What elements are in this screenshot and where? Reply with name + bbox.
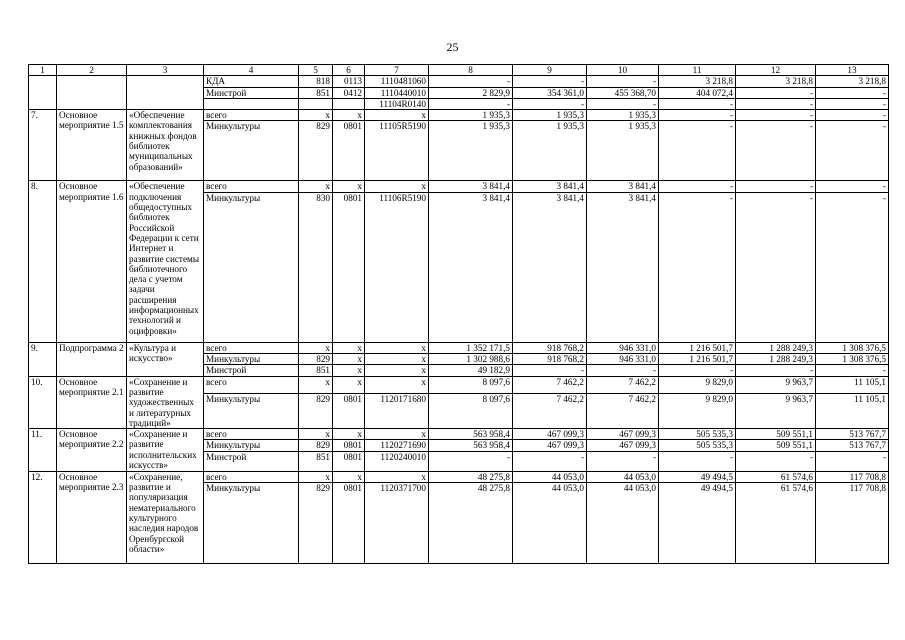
budget-table (28, 64, 889, 564)
amount-cell: - (429, 98, 513, 109)
code-cell: х (299, 342, 333, 353)
amount-cell: 61 574,6 (736, 471, 816, 482)
amount-cell: - (513, 451, 587, 471)
amount-cell: - (816, 192, 889, 342)
amount-cell: 44 053,0 (587, 483, 659, 564)
amount-cell: 1 308 376,5 (816, 342, 889, 353)
amount-cell: - (816, 98, 889, 109)
program-title: «Культура и искусство» (127, 342, 204, 376)
amount-cell: 117 708,8 (816, 483, 889, 564)
code-cell: х (365, 471, 429, 482)
amount-cell: 9 829,0 (659, 394, 736, 429)
amount-cell: 1 935,3 (587, 110, 659, 121)
program-title: «Обеспечение комплектования книжных фондов библиотек муниципальных образований» (127, 110, 204, 181)
amount-cell: 918 768,2 (513, 354, 587, 365)
page-number: 25 (446, 40, 459, 54)
amount-cell: 2 829,9 (429, 87, 513, 98)
amount-cell: 44 053,0 (587, 471, 659, 482)
amount-cell: - (587, 98, 659, 109)
amount-cell: - (513, 365, 587, 376)
amount-cell: - (736, 365, 816, 376)
code-cell: 0801 (333, 394, 365, 429)
code-cell: х (365, 429, 429, 440)
code-cell: 0801 (333, 483, 365, 564)
code-cell: х (333, 354, 365, 365)
code-cell (333, 98, 365, 109)
amount-cell: 3 841,4 (587, 181, 659, 192)
amount-cell: - (736, 451, 816, 471)
executor-cell: Минстрой (204, 365, 299, 376)
executor-cell (204, 98, 299, 109)
code-cell: 1120271690 (365, 440, 429, 451)
code-cell: х (365, 342, 429, 353)
amount-cell: - (816, 365, 889, 376)
code-cell: х (299, 181, 333, 192)
amount-cell: 7 462,2 (587, 376, 659, 393)
program-title (127, 76, 204, 110)
amount-cell: - (429, 76, 513, 87)
table-body (29, 65, 889, 564)
column-header: 10 (587, 65, 659, 76)
amount-cell: 44 053,0 (513, 471, 587, 482)
program-title: «Сохранение и развитие художественных и литературных традиций» (127, 376, 204, 428)
amount-cell: 49 494,5 (659, 471, 736, 482)
amount-cell: 9 829,0 (659, 376, 736, 393)
amount-cell: - (429, 451, 513, 471)
amount-cell: 513 767,7 (816, 440, 889, 451)
amount-cell: - (513, 98, 587, 109)
amount-cell: 509 551,1 (736, 440, 816, 451)
code-cell: 1120371700 (365, 483, 429, 564)
column-header: 8 (429, 65, 513, 76)
column-header: 2 (57, 65, 127, 76)
code-cell: 0801 (333, 451, 365, 471)
column-header: 3 (127, 65, 204, 76)
code-cell: 1120171680 (365, 394, 429, 429)
code-cell: 829 (299, 440, 333, 451)
amount-cell: 918 768,2 (513, 342, 587, 353)
code-cell: 851 (299, 451, 333, 471)
amount-cell: 1 216 501,7 (659, 342, 736, 353)
program-title: «Обеспечение подключения общедоступных библиотек Российской Федерации к сети Интернет и развитие системы библиотечного дела с учетом задачи расширения информационных технологий и оцифровки» (127, 181, 204, 342)
program-name (57, 76, 127, 110)
amount-cell: - (659, 98, 736, 109)
program-name: Основное мероприятие 1.5 (57, 110, 127, 181)
table-row (29, 429, 889, 440)
code-cell: 11104R0140 (365, 98, 429, 109)
amount-cell: 3 218,8 (816, 76, 889, 87)
code-cell: 0412 (333, 87, 365, 98)
amount-cell: - (736, 181, 816, 192)
amount-cell: 8 097,6 (429, 376, 513, 393)
amount-cell: 563 958,4 (429, 429, 513, 440)
program-name: Основное мероприятие 2.1 (57, 376, 127, 428)
amount-cell: - (816, 87, 889, 98)
code-cell: х (365, 365, 429, 376)
column-header: 6 (333, 65, 365, 76)
amount-cell: 3 218,8 (736, 76, 816, 87)
code-cell: х (333, 376, 365, 393)
code-cell: 0801 (333, 192, 365, 342)
code-cell: х (365, 376, 429, 393)
amount-cell: 455 368,70 (587, 87, 659, 98)
amount-cell: - (816, 110, 889, 121)
column-header: 7 (365, 65, 429, 76)
amount-cell: 3 841,4 (429, 181, 513, 192)
program-name: Основное мероприятие 1.6 (57, 181, 127, 342)
code-cell: х (299, 471, 333, 482)
amount-cell: 61 574,6 (736, 483, 816, 564)
amount-cell: 3 218,8 (659, 76, 736, 87)
code-cell: х (299, 110, 333, 121)
amount-cell: 1 935,3 (513, 110, 587, 121)
code-cell: х (365, 181, 429, 192)
amount-cell: 3 841,4 (429, 192, 513, 342)
executor-cell: всего (204, 471, 299, 482)
amount-cell: 563 958,4 (429, 440, 513, 451)
table-row (29, 181, 889, 192)
executor-cell: всего (204, 342, 299, 353)
column-header: 1 (29, 65, 57, 76)
amount-cell: 1 288 249,3 (736, 354, 816, 365)
amount-cell: 8 097,6 (429, 394, 513, 429)
amount-cell: 1 308 376,5 (816, 354, 889, 365)
amount-cell: 1 216 501,7 (659, 354, 736, 365)
amount-cell: 3 841,4 (587, 192, 659, 342)
table-row (29, 471, 889, 482)
code-cell: 851 (299, 87, 333, 98)
amount-cell: 1 288 249,3 (736, 342, 816, 353)
row-number: 10. (29, 376, 57, 428)
executor-cell: Минкультуры (204, 121, 299, 181)
column-header: 13 (816, 65, 889, 76)
amount-cell: 49 494,5 (659, 483, 736, 564)
code-cell: 829 (299, 354, 333, 365)
amount-cell: 48 275,8 (429, 483, 513, 564)
code-cell (299, 98, 333, 109)
code-cell: х (333, 181, 365, 192)
amount-cell: 1 352 171,5 (429, 342, 513, 353)
amount-cell: - (736, 98, 816, 109)
code-cell: 829 (299, 483, 333, 564)
code-cell: 1110440010 (365, 87, 429, 98)
column-header: 4 (204, 65, 299, 76)
amount-cell: 44 053,0 (513, 483, 587, 564)
executor-cell: Минкультуры (204, 192, 299, 342)
row-number: 9. (29, 342, 57, 376)
amount-cell: 48 275,8 (429, 471, 513, 482)
table-row (29, 376, 889, 393)
row-number: 8. (29, 181, 57, 342)
executor-cell: всего (204, 110, 299, 121)
code-cell: х (299, 429, 333, 440)
amount-cell: 1 935,3 (587, 121, 659, 181)
code-cell: 11105R5190 (365, 121, 429, 181)
row-number (29, 76, 57, 110)
amount-cell: 7 462,2 (513, 394, 587, 429)
code-cell: х (333, 342, 365, 353)
code-cell: 11106R5190 (365, 192, 429, 342)
amount-cell: 7 462,2 (513, 376, 587, 393)
amount-cell: - (587, 451, 659, 471)
amount-cell: - (513, 76, 587, 87)
column-number-row (29, 65, 889, 76)
amount-cell: - (659, 121, 736, 181)
amount-cell: - (736, 121, 816, 181)
amount-cell: 467 099,3 (587, 429, 659, 440)
amount-cell: - (587, 76, 659, 87)
row-number: 12. (29, 471, 57, 563)
code-cell: 0801 (333, 440, 365, 451)
amount-cell: 946 331,0 (587, 354, 659, 365)
amount-cell: 3 841,4 (513, 192, 587, 342)
amount-cell: 467 099,3 (513, 440, 587, 451)
amount-cell: 1 935,3 (513, 121, 587, 181)
amount-cell: 7 462,2 (587, 394, 659, 429)
amount-cell: - (736, 110, 816, 121)
amount-cell: 9 963,7 (736, 394, 816, 429)
code-cell: 0113 (333, 76, 365, 87)
executor-cell: всего (204, 429, 299, 440)
program-title: «Сохранение и развитие исполнительских искусств» (127, 429, 204, 472)
amount-cell: 946 331,0 (587, 342, 659, 353)
amount-cell: 1 935,3 (429, 110, 513, 121)
code-cell: х (333, 110, 365, 121)
code-cell: 829 (299, 394, 333, 429)
code-cell: х (333, 429, 365, 440)
amount-cell: 467 099,3 (513, 429, 587, 440)
amount-cell: 404 072,4 (659, 87, 736, 98)
column-header: 9 (513, 65, 587, 76)
amount-cell: - (816, 451, 889, 471)
code-cell: х (365, 354, 429, 365)
amount-cell: - (816, 181, 889, 192)
amount-cell: - (659, 192, 736, 342)
amount-cell: - (659, 451, 736, 471)
executor-cell: всего (204, 181, 299, 192)
amount-cell: - (659, 110, 736, 121)
code-cell: х (333, 365, 365, 376)
executor-cell: Минкультуры (204, 440, 299, 451)
column-header: 11 (659, 65, 736, 76)
row-number: 11. (29, 429, 57, 472)
column-header: 12 (736, 65, 816, 76)
table-row (29, 110, 889, 121)
amount-cell: - (736, 192, 816, 342)
amount-cell: 11 105,1 (816, 394, 889, 429)
amount-cell: 9 963,7 (736, 376, 816, 393)
column-header: 5 (299, 65, 333, 76)
amount-cell: 1 935,3 (429, 121, 513, 181)
code-cell: 818 (299, 76, 333, 87)
amount-cell: 509 551,1 (736, 429, 816, 440)
table-row (29, 342, 889, 353)
amount-cell: 467 099,3 (587, 440, 659, 451)
code-cell: 851 (299, 365, 333, 376)
code-cell: 829 (299, 121, 333, 181)
code-cell: 0801 (333, 121, 365, 181)
program-name: Основное мероприятие 2.2 (57, 429, 127, 472)
amount-cell: 505 535,3 (659, 429, 736, 440)
executor-cell: Минкультуры (204, 354, 299, 365)
row-number: 7. (29, 110, 57, 181)
program-name: Основное мероприятие 2.3 (57, 471, 127, 563)
executor-cell: Минстрой (204, 87, 299, 98)
amount-cell: - (736, 87, 816, 98)
amount-cell: 117 708,8 (816, 471, 889, 482)
amount-cell: - (816, 121, 889, 181)
amount-cell: - (659, 365, 736, 376)
amount-cell: 1 302 988,6 (429, 354, 513, 365)
amount-cell: 3 841,4 (513, 181, 587, 192)
code-cell: х (365, 110, 429, 121)
amount-cell: - (659, 181, 736, 192)
amount-cell: - (587, 365, 659, 376)
amount-cell: 49 182,9 (429, 365, 513, 376)
code-cell: 1110481060 (365, 76, 429, 87)
code-cell: 830 (299, 192, 333, 342)
amount-cell: 354 361,0 (513, 87, 587, 98)
executor-cell: Минкультуры (204, 394, 299, 429)
executor-cell: всего (204, 376, 299, 393)
code-cell: х (333, 471, 365, 482)
executor-cell: Минстрой (204, 451, 299, 471)
executor-cell: Минкультуры (204, 483, 299, 564)
program-name: Подпрограмма 2 (57, 342, 127, 376)
executor-cell: КДА (204, 76, 299, 87)
code-cell: х (299, 376, 333, 393)
code-cell: 1120240010 (365, 451, 429, 471)
program-title: «Сохранение, развитие и популяризация нематериального культурного наследия народов Оренбургской области» (127, 471, 204, 563)
table-row (29, 76, 889, 87)
amount-cell: 513 767,7 (816, 429, 889, 440)
amount-cell: 11 105,1 (816, 376, 889, 393)
amount-cell: 505 535,3 (659, 440, 736, 451)
